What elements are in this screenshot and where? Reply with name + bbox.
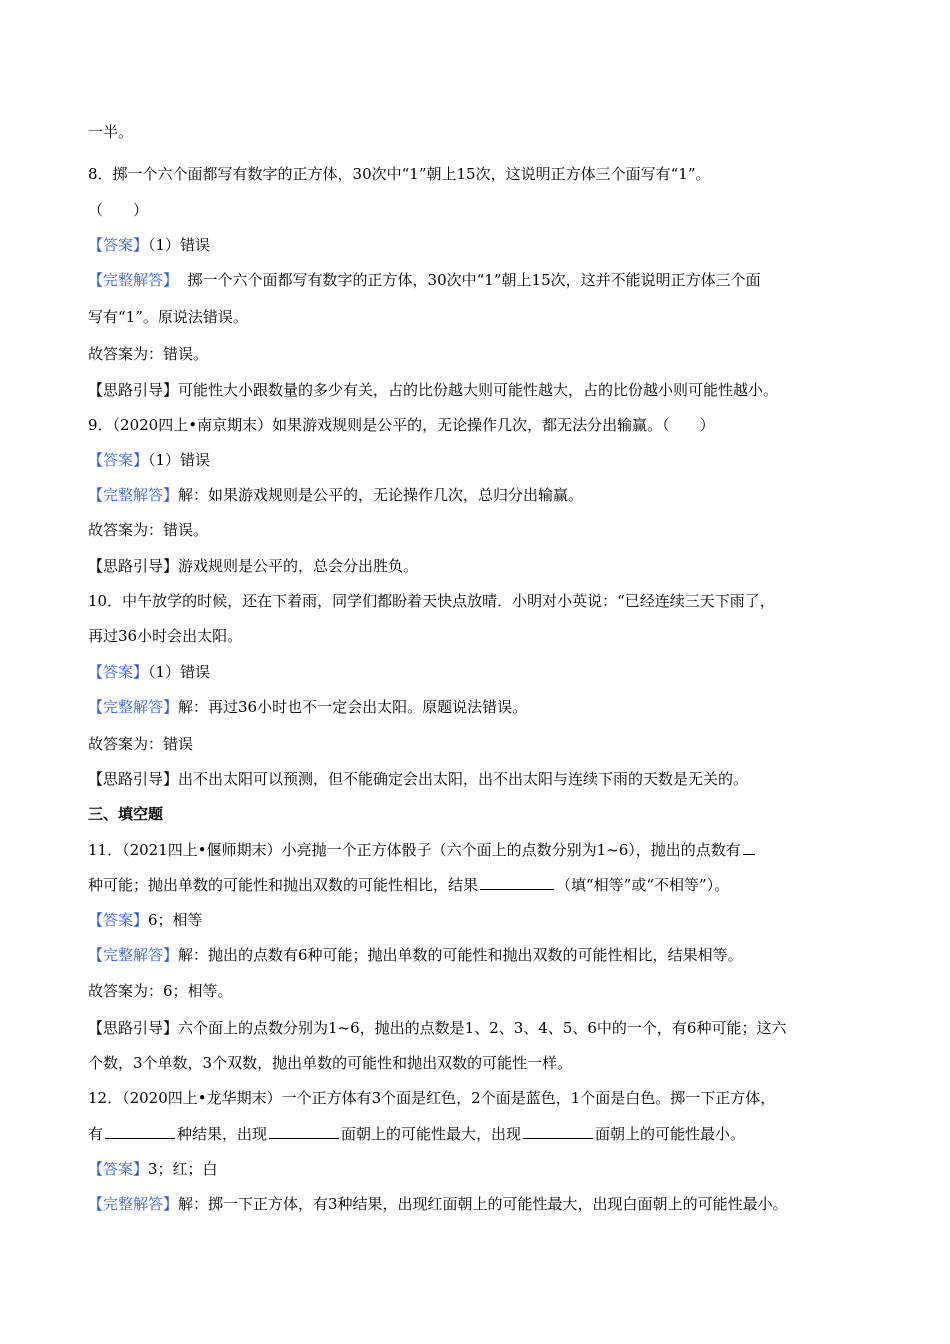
conclusion-text: 故答案为：错误。 <box>88 345 209 363</box>
guide-text: 出不出太阳可以预测，但不能确定会出太阳，出不出太阳与连续下雨的天数是无关的。 <box>178 770 749 788</box>
solution-line <box>88 485 583 505</box>
paren-text: （ ） <box>88 201 149 219</box>
question-8 <box>88 164 710 184</box>
solution-text: 掷一个六个面都写有数字的正方体，30次中“1”朝上15次，这并不能说明正方体三个面 <box>178 271 761 289</box>
conclusion-text: 故答案为：错误。 <box>88 521 209 539</box>
question-text: 10．中午放学的时候，还在下着雨，同学们都盼着天快点放晴．小明对小英说：“已经连续三天下雨了， <box>88 592 775 610</box>
solution-tag: 【完整解答】 <box>88 486 179 504</box>
solution-line <box>88 1194 788 1214</box>
conclusion-text: 故答案为：6；相等。 <box>88 982 233 1000</box>
answer-tag: 【答案】 <box>88 451 149 469</box>
conclusion-line <box>88 734 193 754</box>
fill-blank[interactable] <box>743 839 755 855</box>
conclusion-text: 故答案为：错误 <box>88 735 194 753</box>
question-text: 12．（2020四上•龙华期末）一个正方体有3个面是红色，2个面是蓝色，1个面是白色。掷一下正方体， <box>88 1089 776 1107</box>
answer-tag: 【答案】 <box>88 911 149 929</box>
question-text: 再过36小时会出太阳。 <box>88 627 243 645</box>
question-text: （填“相等”或“不相等”）。 <box>556 876 730 894</box>
text-line <box>88 122 133 142</box>
fill-blank[interactable] <box>105 1123 175 1139</box>
answer-text: （1）错误 <box>148 236 211 254</box>
solution-line <box>88 270 761 290</box>
solution-text: 解：如果游戏规则是公平的，无论操作几次，总归分出输赢。 <box>178 486 584 504</box>
solution-text: 解：抛出的点数有6种可能；抛出单数的可能性和抛出双数的可能性相比，结果相等。 <box>178 946 743 964</box>
fill-blank[interactable] <box>480 874 554 890</box>
question-10 <box>88 591 775 611</box>
answer-line <box>88 662 210 682</box>
solution-text: 解：再过36小时也不一定会出太阳。原题说法错误。 <box>178 698 528 716</box>
guide-tag: 【思路引导】 <box>88 381 179 399</box>
guide-line <box>88 769 748 789</box>
fill-blank[interactable] <box>269 1123 339 1139</box>
guide-text: 六个面上的点数分别为1~6，抛出的点数是1、2、3、4、5、6中的一个，有6种可能；这六 <box>178 1019 787 1037</box>
section-title: 三、填空题 <box>88 805 164 823</box>
conclusion-line <box>88 344 208 364</box>
question-11-line-2 <box>88 874 729 894</box>
answer-text: （1）错误 <box>148 451 211 469</box>
guide-line <box>88 1018 786 1038</box>
solution-text: 解：掷一下正方体，有3种结果，出现红面朝上的可能性最大，出现白面朝上的可能性最小。 <box>178 1195 788 1213</box>
guide-tag: 【思路引导】 <box>88 770 179 788</box>
answer-paren <box>88 200 148 220</box>
line-text: 一半。 <box>88 123 134 141</box>
answer-line <box>88 235 210 255</box>
question-text: 种结果，出现 <box>177 1125 268 1143</box>
fill-blank[interactable] <box>523 1123 593 1139</box>
question-10-line-2 <box>88 626 242 646</box>
answer-tag: 【答案】 <box>88 236 149 254</box>
guide-line <box>88 380 778 400</box>
solution-tag: 【完整解答】 <box>88 946 179 964</box>
question-9 <box>88 415 715 435</box>
conclusion-line <box>88 981 233 1001</box>
question-text: 面朝上的可能性最小。 <box>595 1125 746 1143</box>
guide-text: 个数，3个单数，3个双数，抛出单数的可能性和抛出双数的可能性一样。 <box>88 1054 573 1072</box>
question-12-line-2 <box>88 1123 745 1143</box>
question-11 <box>88 839 757 859</box>
section-heading <box>88 804 163 824</box>
answer-line <box>88 910 203 930</box>
question-text: 8．掷一个六个面都写有数字的正方体，30次中“1”朝上15次，这说明正方体三个面写有“1”。 <box>88 165 711 183</box>
solution-line <box>88 697 527 717</box>
question-text: 11．（2021四上•偃师期末）小亮抛一个正方体骰子（六个面上的点数分别为1~6），抛出的点数有 <box>88 841 741 859</box>
guide-text: 可能性大小跟数量的多少有关，占的比份越大则可能性越大，占的比份越小则可能性越小。 <box>178 381 779 399</box>
guide-line <box>88 556 418 576</box>
answer-line <box>88 1159 218 1179</box>
guide-line-2 <box>88 1053 572 1073</box>
answer-tag: 【答案】 <box>88 663 149 681</box>
solution-line <box>88 945 743 965</box>
answer-tag: 【答案】 <box>88 1160 149 1178</box>
question-text: 有 <box>88 1125 104 1143</box>
guide-tag: 【思路引导】 <box>88 1019 179 1037</box>
solution-text: 写有“1”。原说法错误。 <box>88 308 248 326</box>
question-text: 9．（2020四上•南京期末）如果游戏规则是公平的，无论操作几次，都无法分出输赢。（ ） <box>88 416 715 434</box>
answer-line <box>88 450 210 470</box>
conclusion-line <box>88 520 208 540</box>
solution-tag: 【完整解答】 <box>88 1195 179 1213</box>
solution-tag: 【完整解答】 <box>88 271 179 289</box>
answer-text: （1）错误 <box>148 663 211 681</box>
solution-line-2 <box>88 307 248 327</box>
question-text: 种可能；抛出单数的可能性和抛出双数的可能性相比，结果 <box>88 876 479 894</box>
question-12 <box>88 1088 775 1108</box>
question-text: 面朝上的可能性最大，出现 <box>341 1125 522 1143</box>
solution-tag: 【完整解答】 <box>88 698 179 716</box>
answer-text: 3；红；白 <box>148 1160 218 1178</box>
guide-text: 游戏规则是公平的，总会分出胜负。 <box>178 557 419 575</box>
answer-text: 6；相等 <box>148 911 203 929</box>
guide-tag: 【思路引导】 <box>88 557 179 575</box>
